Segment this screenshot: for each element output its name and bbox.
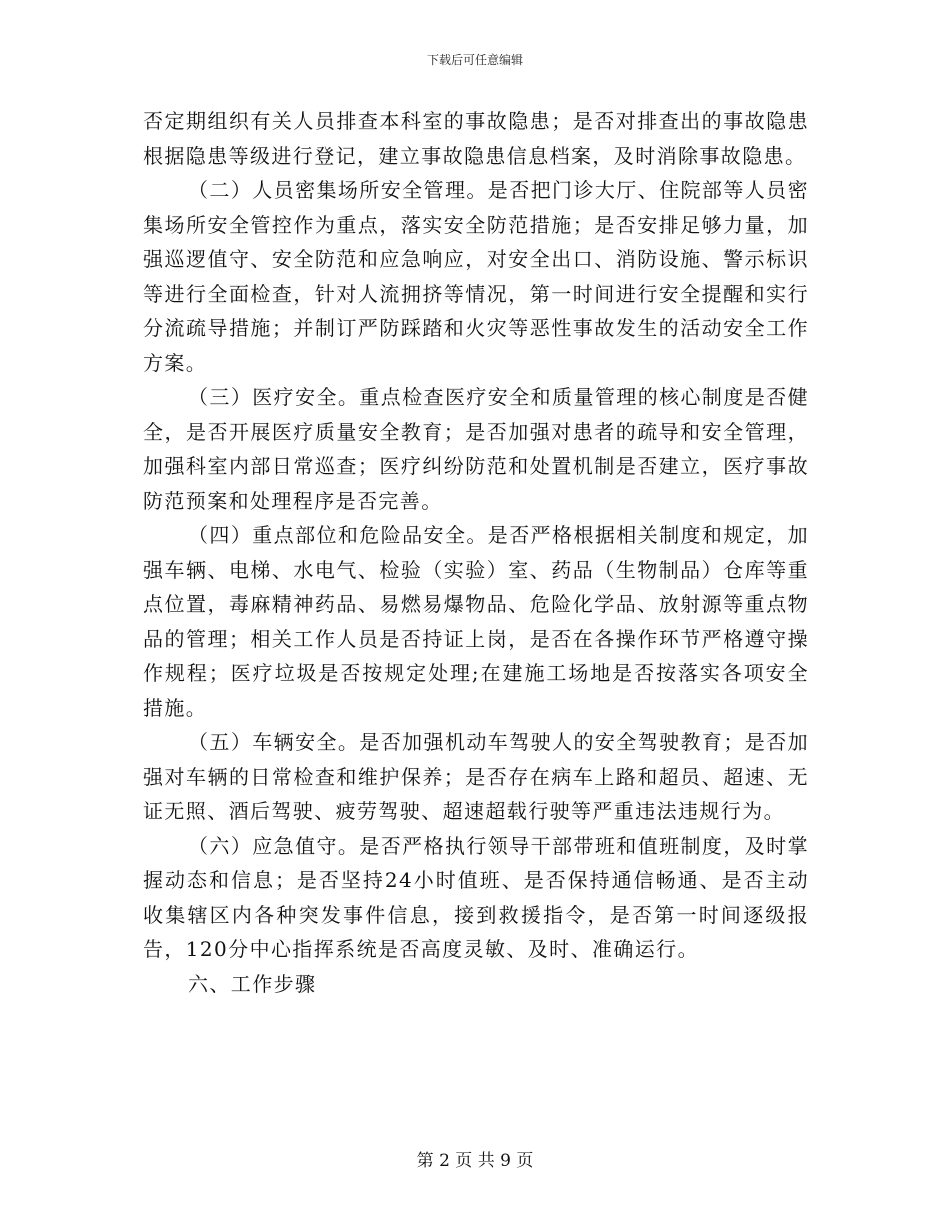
paragraph-vehicle-safety: （五）车辆安全。是否加强机动车驾驶人的安全驾驶教育；是否加强对车辆的日常检查和维护保养；是否存在病车上路和超员、超速、无证无照、酒后驾驶、疲劳驾驶、超速超载行驶等严重违法违规行为。	[143, 730, 809, 823]
paragraph-crowded-places: （二）人员密集场所安全管理。是否把门诊大厅、住院部等人员密集场所安全管控作为重点，落实安全防范措施；是否安排足够力量，加强巡逻值守、安全防范和应急响应，对安全出口、消防设施、警示标识等进行全面检查，针对人流拥挤等情况，第一时间进行安全提醒和实行分流疏导措施；并制订严防踩踏和火灾等恶性事故发生的活动安全工作方案。	[143, 178, 809, 375]
paragraph-hazardous-materials: （四）重点部位和危险品安全。是否严格根据相关制度和规定，加强车辆、电梯、水电气、检验（实验）室、药品（生物制品）仓库等重点位置，毒麻精神药品、易燃易爆物品、危险化学品、放射源等重点物品的管理；相关工作人员是否持证上岗，是否在各操作环节严格遵守操作规程；医疗垃圾是否按规定处理;在建施工场地是否按落实各项安全措施。	[143, 523, 809, 720]
page-header: 下载后可任意编辑	[426, 53, 523, 67]
document-body	[143, 104, 809, 1001]
page-footer: 第 2 页 共 9 页	[416, 1151, 534, 1171]
section-heading-work-steps: 六、工作步骤	[188, 971, 317, 996]
paragraph-emergency-duty: （六）应急值守。是否严格执行领导干部带班和值班制度，及时掌握动态和信息；是否坚持24小时值班、是否保持通信畅通、是否主动收集辖区内各种突发事件信息，接到救援指令，是否第一时间逐级报告，120分中心指挥系统是否高度灵敏、及时、准确运行。	[143, 833, 809, 961]
paragraph-continued: 否定期组织有关人员排查本科室的事故隐患；是否对排查出的事故隐患根据隐患等级进行登记，建立事故隐患信息档案，及时消除事故隐患。	[143, 109, 809, 168]
paragraph-medical-safety: （三）医疗安全。重点检查医疗安全和质量管理的核心制度是否健全，是否开展医疗质量安全教育；是否加强对患者的疏导和安全管理，加强科室内部日常巡查；医疗纠纷防范和处置机制是否建立，医疗事故防范预案和处理程序是否完善。	[143, 385, 809, 513]
